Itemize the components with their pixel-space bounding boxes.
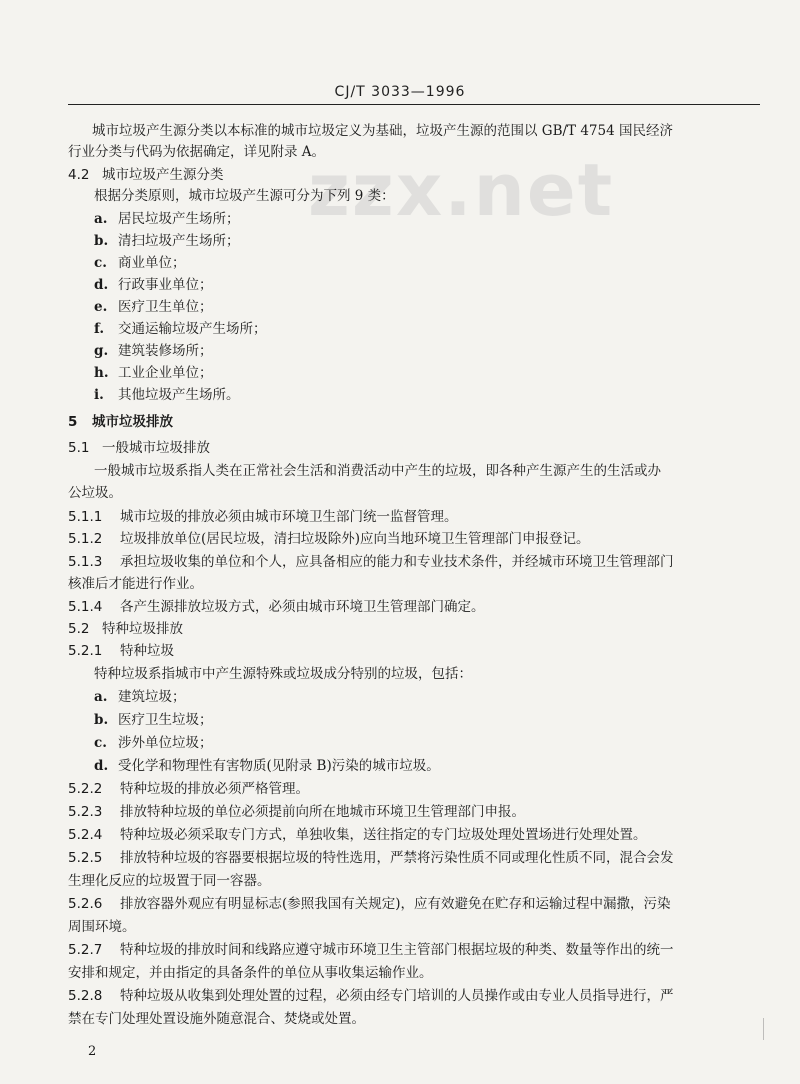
clause-5-2-3: 5.2.3 排放特种垃圾的单位必须提前向所在地城市环境卫生管理部门申报。 — [68, 804, 525, 820]
clause-5-2-6: 5.2.6 排放容器外观应有明显标志(参照我国有关规定)，应有效避免在贮存和运输过程中漏撒，污染 — [68, 896, 671, 912]
list-item: i. 其他垃圾产生场所。 — [94, 387, 240, 403]
intro-paragraph-line-1: 城市垃圾产生源分类以本标准的城市垃圾定义为基础，垃圾产生源的范围以 GB/T 4754 国民经济 — [92, 123, 673, 139]
scan-artifact — [763, 1018, 770, 1040]
clause-5-2-7-cont: 安排和规定，并由指定的具备条件的单位从事收集运输作业。 — [68, 965, 433, 981]
page-number: 2 — [88, 1044, 97, 1059]
section-5-heading: 5 城市垃圾排放 — [68, 414, 173, 430]
section-5-2-1-text: 特种垃圾系指城市中产生源特殊或垃圾成分特别的垃圾，包括： — [94, 666, 472, 682]
section-5-1-heading: 5.1 一般城市垃圾排放 — [68, 440, 210, 456]
list-item: a. 建筑垃圾； — [94, 689, 186, 705]
list-item: a. 居民垃圾产生场所； — [94, 211, 240, 227]
list-item: e. 医疗卫生单位； — [94, 299, 213, 315]
header-rule — [68, 104, 760, 105]
clause-5-2-2: 5.2.2 特种垃圾的排放必须严格管理。 — [68, 781, 309, 797]
clause-5-2-7: 5.2.7 特种垃圾的排放时间和线路应遵守城市环境卫生主管部门根据垃圾的种类、数量等作出的统一 — [68, 942, 674, 958]
section-4-2-heading: 4.2 城市垃圾产生源分类 — [68, 167, 224, 183]
list-item: b. 清扫垃圾产生场所； — [94, 233, 240, 249]
clause-5-2-8-cont: 禁在专门处理处置设施外随意混合、焚烧或处置。 — [68, 1011, 365, 1027]
list-item: b. 医疗卫生垃圾； — [94, 712, 213, 728]
section-5-1-text-line-1: 一般城市垃圾系指人类在正常社会生活和消费活动中产生的垃圾，即各种产生源产生的生活或办 — [94, 463, 661, 479]
clause-5-1-2: 5.1.2 垃圾排放单位(居民垃圾，清扫垃圾除外)应向当地环境卫生管理部门申报登记。 — [68, 531, 590, 547]
section-5-2-heading: 5.2 特种垃圾排放 — [68, 621, 183, 637]
section-5-1-text-line-2: 公垃圾。 — [68, 485, 122, 501]
list-item: d. 受化学和物理性有害物质(见附录 B)污染的城市垃圾。 — [94, 758, 440, 774]
clause-5-2-5: 5.2.5 排放特种垃圾的容器要根据垃圾的特性选用，严禁将污染性质不同或理化性质不同，混合会发 — [68, 850, 674, 866]
list-item: g. 建筑装修场所； — [94, 343, 213, 359]
clause-5-1-1: 5.1.1 城市垃圾的排放必须由城市环境卫生部门统一监督管理。 — [68, 509, 458, 525]
list-item: c. 涉外单位垃圾； — [94, 735, 213, 751]
intro-paragraph-line-2: 行业分类与代码为依据确定，详见附录 A。 — [68, 144, 326, 160]
standard-code-header: CJ/T 3033—1996 — [334, 84, 466, 100]
watermark: zzx.net — [308, 148, 615, 232]
list-item: d. 行政事业单位； — [94, 277, 213, 293]
clause-5-1-3: 5.1.3 承担垃圾收集的单位和个人，应具备相应的能力和专业技术条件，并经城市环境卫生管理部门 — [68, 554, 674, 570]
clause-5-2-4: 5.2.4 特种垃圾必须采取专门方式，单独收集，送往指定的专门垃圾处理处置场进行处理处置。 — [68, 827, 647, 843]
section-4-2-text: 根据分类原则，城市垃圾产生源可分为下列 9 类： — [94, 188, 395, 204]
clause-5-2-6-cont: 周围环境。 — [68, 919, 136, 935]
clause-5-2-8: 5.2.8 特种垃圾从收集到处理处置的过程，必须由经专门培训的人员操作或由专业人员指导进行，严 — [68, 988, 674, 1004]
list-item: h. 工业企业单位； — [94, 365, 213, 381]
clause-5-1-4: 5.1.4 各产生源排放垃圾方式，必须由城市环境卫生管理部门确定。 — [68, 599, 485, 615]
list-item: c. 商业单位； — [94, 255, 186, 271]
clause-5-1-3-cont: 核准后才能进行作业。 — [68, 576, 203, 592]
list-item: f. 交通运输垃圾产生场所； — [94, 321, 267, 337]
section-5-2-1-heading: 5.2.1 特种垃圾 — [68, 643, 174, 659]
clause-5-2-5-cont: 生理化反应的垃圾置于同一容器。 — [68, 873, 271, 889]
